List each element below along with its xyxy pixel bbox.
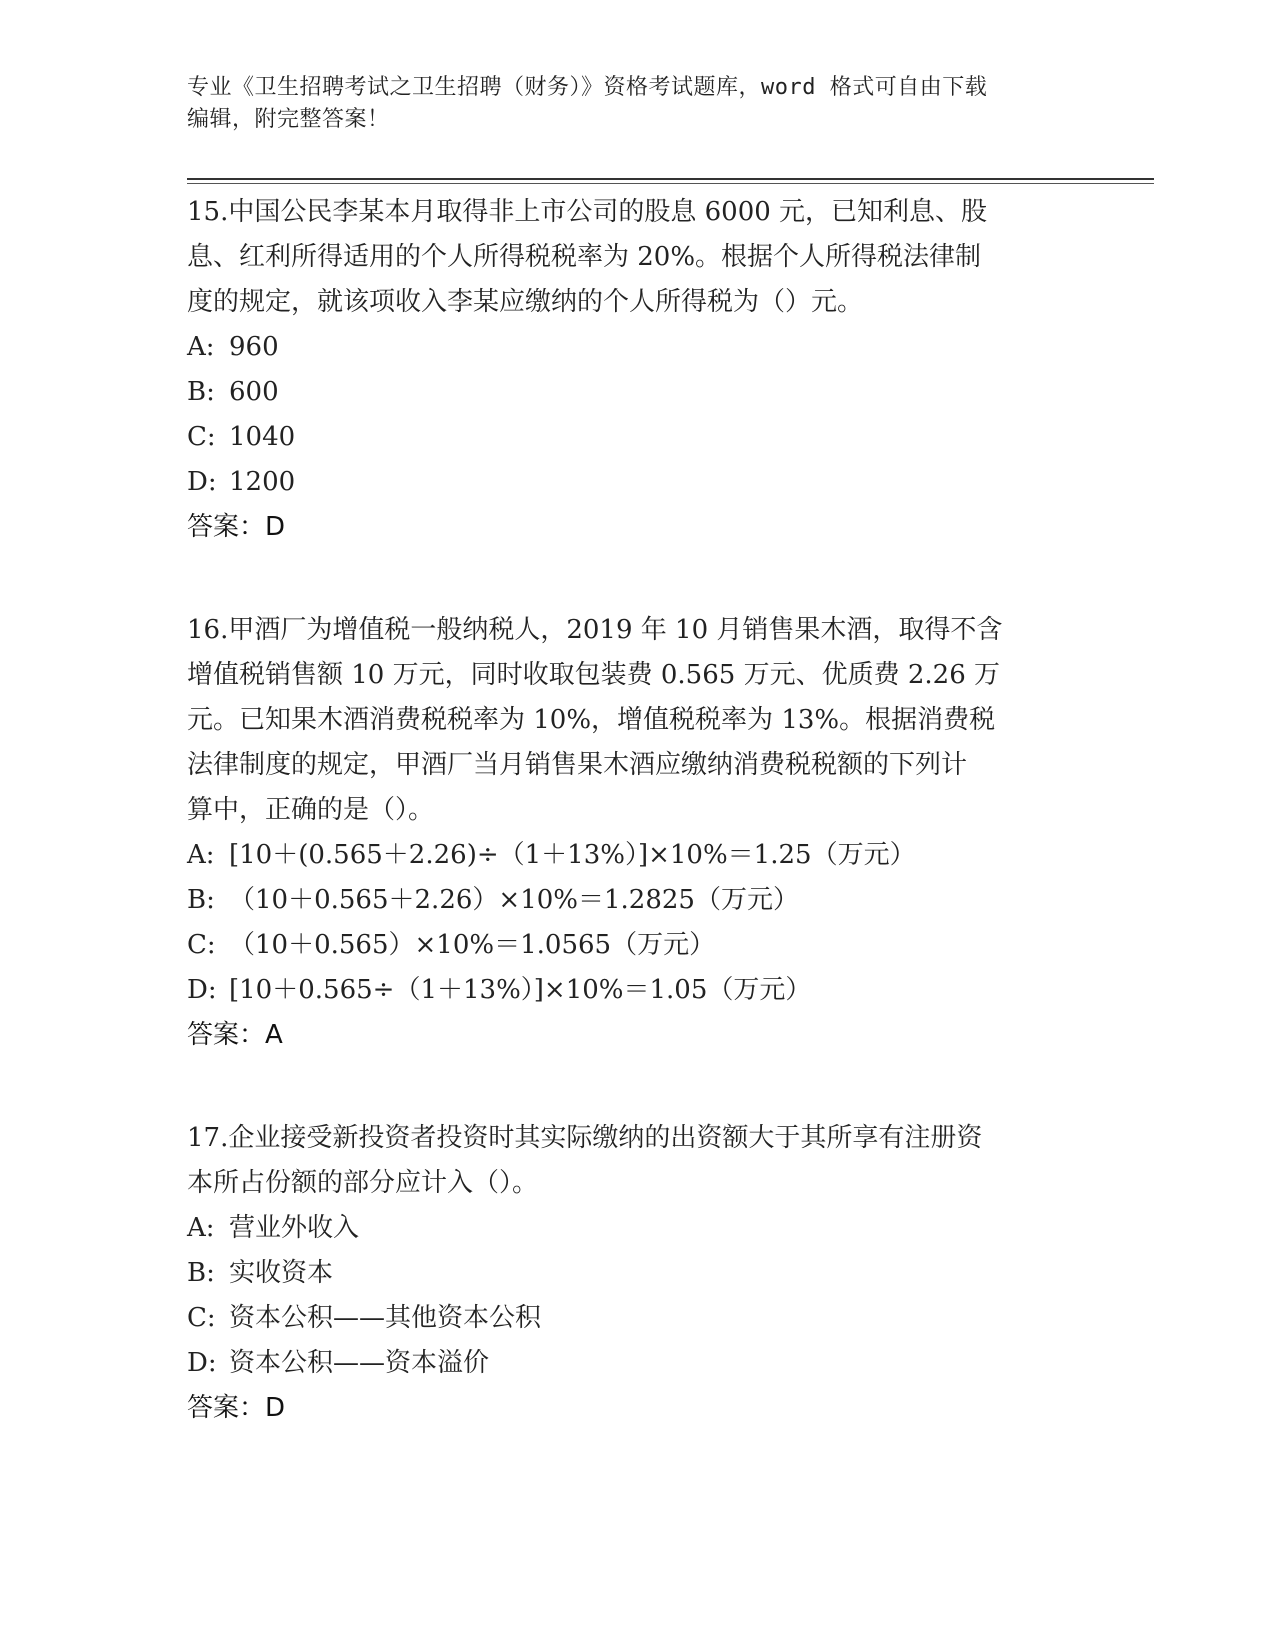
question-stem-line: 法律制度的规定，甲酒厂当月销售果木酒应缴纳消费税税额的下列计 [187, 750, 968, 780]
question-stem-line: 17.企业接受新投资者投资时其实际缴纳的出资额大于其所享有注册资 [187, 1123, 983, 1153]
question-stem-line: 算中，正确的是（）。 [187, 795, 435, 825]
question-15 [187, 190, 1087, 550]
question-list [187, 190, 1087, 1489]
option-text: （10＋0.565＋2.26）×10%＝1.2825（万元） [229, 885, 799, 915]
option-letter: B: [187, 885, 215, 915]
option-text: （10＋0.565）×10%＝1.0565（万元） [229, 930, 716, 960]
option-letter: D: [187, 975, 217, 1005]
option-d [187, 968, 1087, 1013]
question-stem-line: 16.甲酒厂为增值税一般纳税人，2019 年 10 月销售果木酒，取得不含 [187, 615, 1003, 645]
question-17 [187, 1116, 1087, 1431]
question-16 [187, 608, 1087, 1058]
question-stem-line: 本所占份额的部分应计入（）。 [187, 1168, 539, 1198]
option-letter: C: [187, 1303, 216, 1333]
option-text: 资本公积——其他资本公积 [229, 1303, 542, 1333]
option-letter: A: [187, 332, 215, 362]
header-divider-thick [187, 178, 1154, 180]
option-letter: B: [187, 1258, 215, 1288]
option-text: 资本公积——资本溢价 [229, 1348, 490, 1378]
option-d [187, 1341, 1087, 1386]
option-text: [10＋0.565÷（1＋13%）]×10%＝1.05（万元） [229, 975, 812, 1005]
option-letter: D: [187, 467, 217, 497]
header-divider-thin [187, 183, 1154, 184]
option-letter: A: [187, 1213, 215, 1243]
document-header [187, 72, 1067, 136]
question-stem-line: 息、红利所得适用的个人所得税税率为 20%。根据个人所得税法律制 [187, 242, 982, 272]
answer-label: 答案：D [187, 1393, 286, 1423]
question-stem-line: 元。已知果木酒消费税税率为 10%，增值税税率为 13%。根据消费税 [187, 705, 996, 735]
option-d [187, 460, 1087, 505]
option-b [187, 1251, 1087, 1296]
option-letter: A: [187, 840, 215, 870]
option-letter: C: [187, 422, 216, 452]
option-letter: C: [187, 930, 216, 960]
option-c [187, 923, 1087, 968]
option-letter: D: [187, 1348, 217, 1378]
question-stem-line: 度的规定，就该项收入李某应缴纳的个人所得税为（）元。 [187, 287, 864, 317]
option-text: 1200 [229, 467, 296, 497]
answer-label: 答案：D [187, 512, 286, 542]
header-title-line-2: 编辑，附完整答案！ [187, 107, 390, 132]
option-text: [10＋(0.565＋2.26)÷（1＋13%）]×10%＝1.25（万元） [229, 840, 916, 870]
option-a [187, 325, 1087, 370]
option-a [187, 833, 1087, 878]
option-a [187, 1206, 1087, 1251]
option-b [187, 878, 1087, 923]
option-b [187, 370, 1087, 415]
option-text: 营业外收入 [229, 1213, 360, 1243]
option-c [187, 415, 1087, 460]
header-title-line-1: 专业《卫生招聘考试之卫生招聘（财务）》资格考试题库，word 格式可自由下载 [187, 75, 988, 100]
option-letter: B: [187, 377, 215, 407]
option-c [187, 1296, 1087, 1341]
question-stem-line: 15.中国公民李某本月取得非上市公司的股息 6000 元，已知利息、股 [187, 197, 988, 227]
question-stem-line: 增值税销售额 10 万元，同时收取包装费 0.565 万元、优质费 2.26 万 [187, 660, 1000, 690]
option-text: 960 [229, 332, 279, 362]
option-text: 1040 [229, 422, 296, 452]
option-text: 实收资本 [229, 1258, 334, 1288]
option-text: 600 [229, 377, 279, 407]
answer-label: 答案：A [187, 1020, 283, 1050]
